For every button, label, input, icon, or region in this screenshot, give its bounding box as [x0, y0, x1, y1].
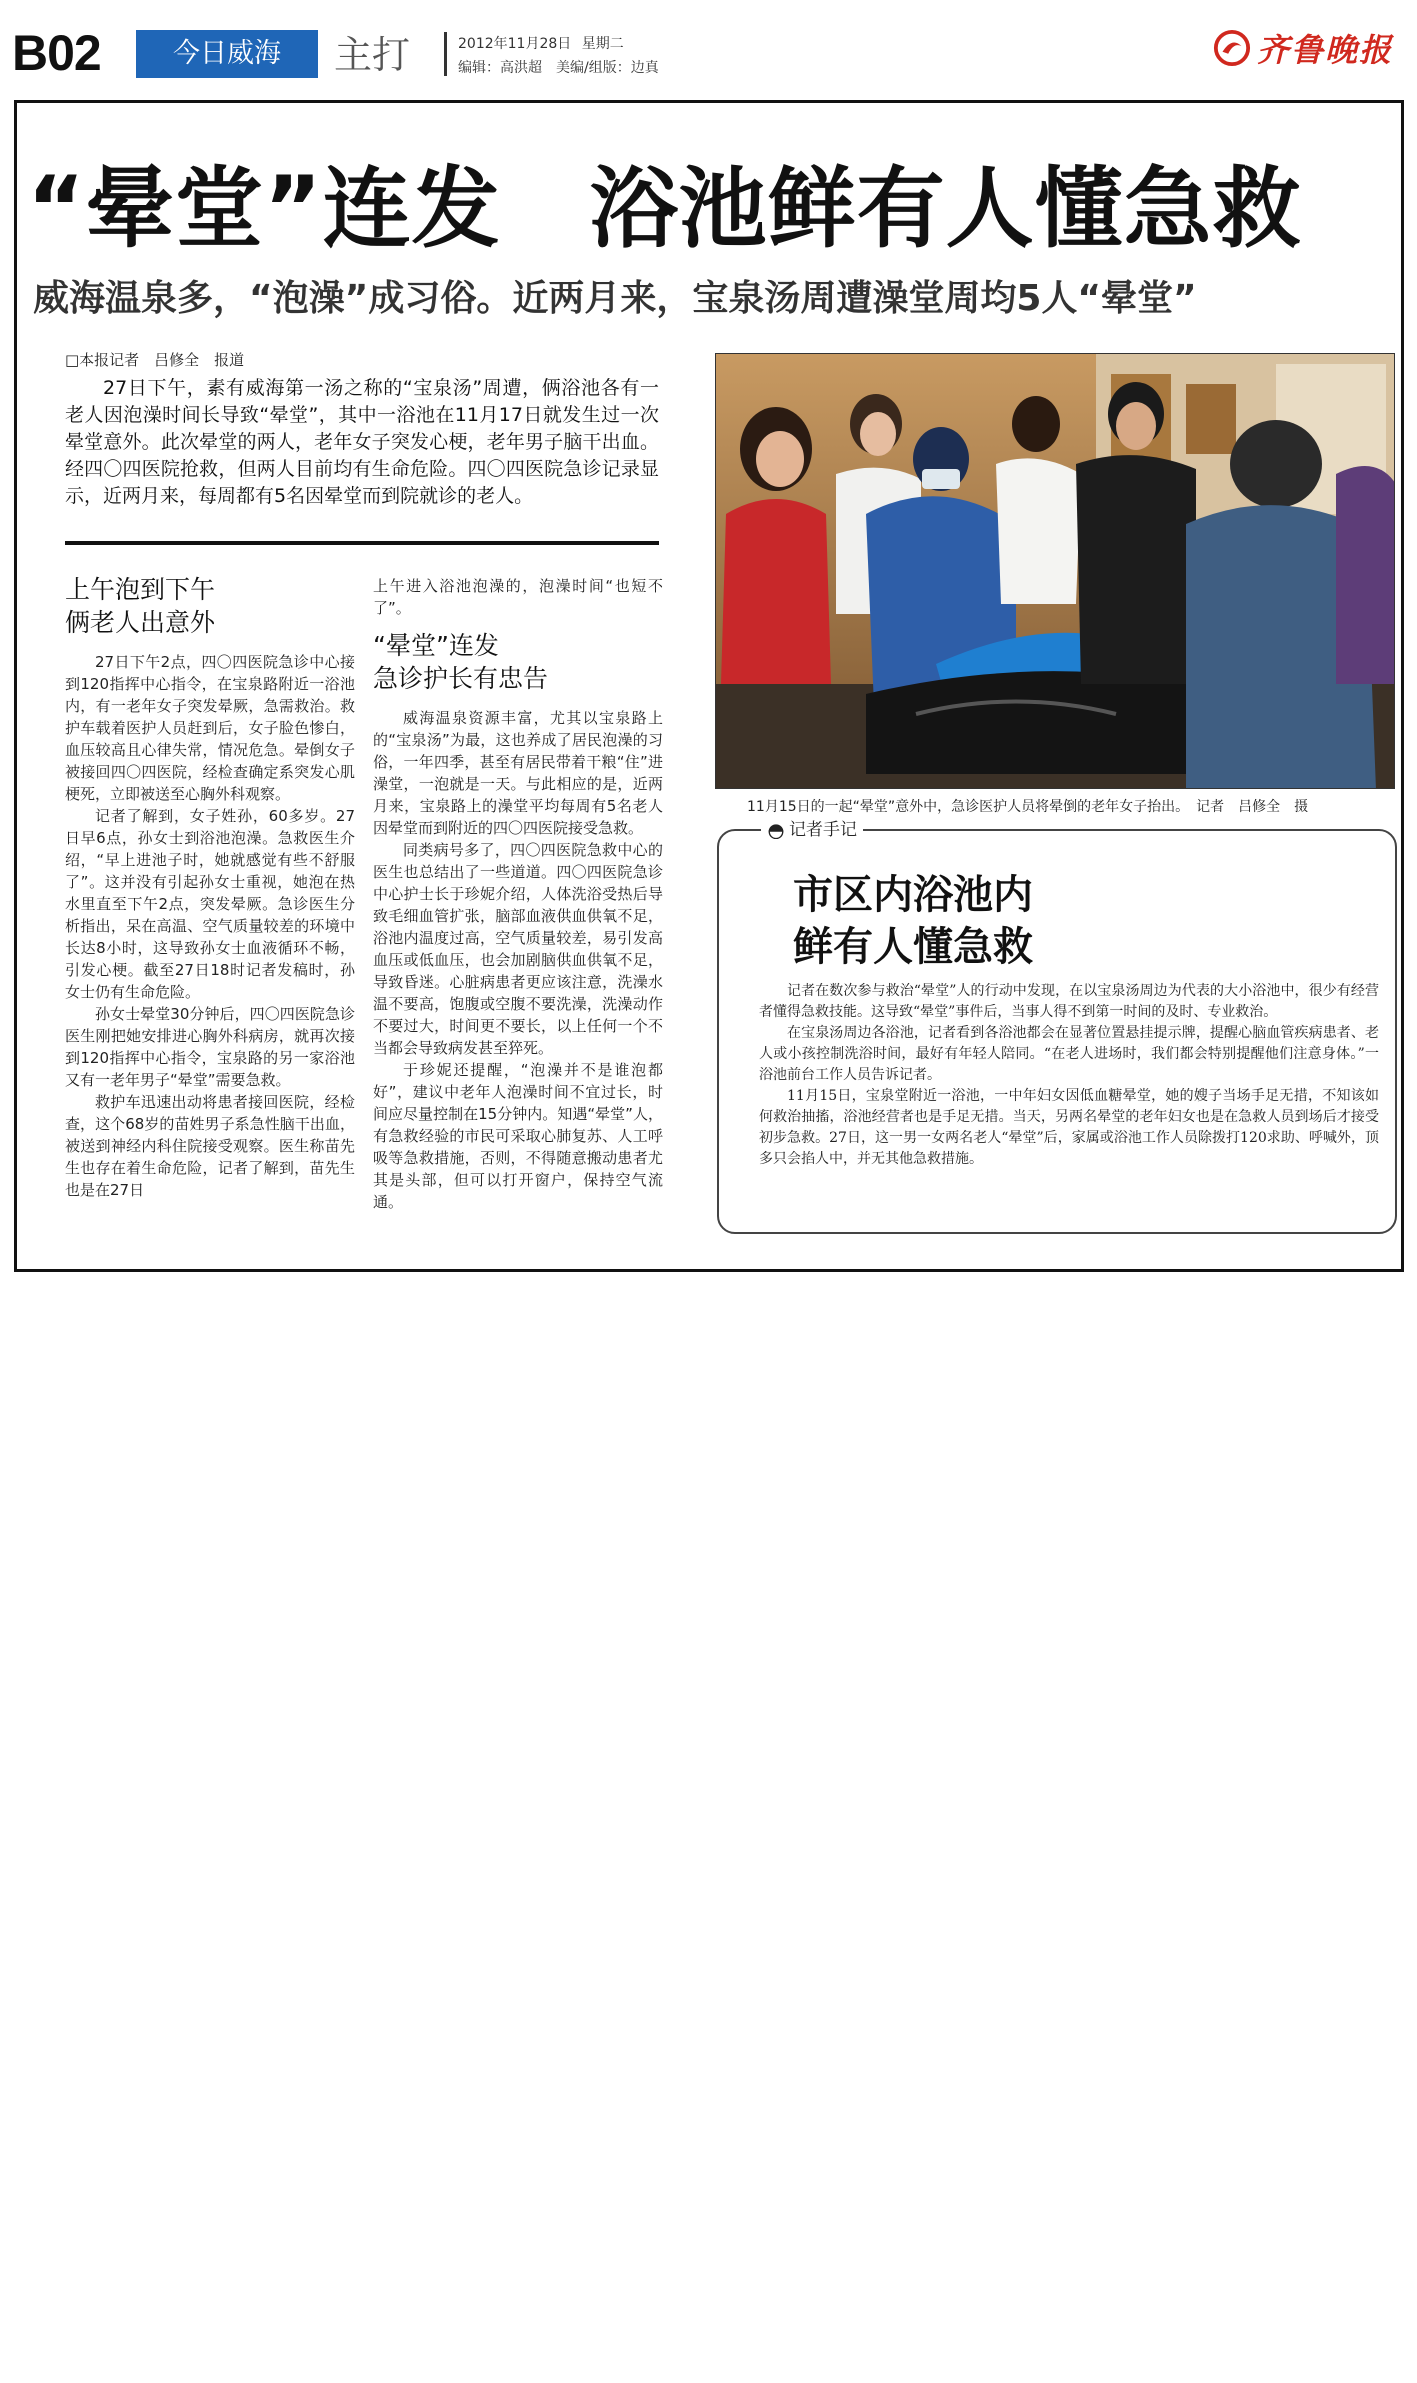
note-title-line1: 市区内浴池内 — [793, 872, 1033, 918]
section2-title-line2: 急诊护长有忠告 — [373, 664, 549, 693]
body-paragraph: 于珍妮还提醒，“泡澡并不是谁泡都好”，建议中老年人泡澡时间不宜过长，时间应尽量控制在15分钟内。知遇“晕堂”人，有急救经验的市民可采取心肺复苏、人工呼吸等急救措施，否则，不得随意搬动患者尤其是头部，但可以打开窗户，保持空气流通。 — [373, 1061, 663, 1211]
note-tag-label: 记者手记 — [789, 820, 857, 840]
reporter-notes-box — [717, 820, 1397, 1234]
body-paragraph: 孙女士晕堂30分钟后，四〇四医院急诊医生刚把她安排进心胸外科病房，就再次接到120指挥中心指令，宝泉路的另一家浴池又有一老年男子“晕堂”需要急救。 — [65, 1005, 355, 1089]
lede-paragraph: 27日下午，素有威海第一汤之称的“宝泉汤”周遭，俩浴池各有一老人因泡澡时间长导致“晕堂”，其中一浴池在11月17日就发生过一次晕堂意外。此次晕堂的两人，老年女子突发心梗，老年男子脑干出血。经四〇四医院抢救，但两人目前均有生命危险。四〇四医院急诊记录显示，近两月来，每周都有5名因晕堂而到院就诊的老人。 — [65, 377, 659, 507]
lede-rule — [65, 541, 659, 545]
masthead — [12, 22, 1405, 84]
newspaper-brand — [1213, 26, 1393, 70]
article-column-middle — [373, 575, 663, 1213]
body-paragraph: 威海温泉资源丰富，尤其以宝泉路上的“宝泉汤”为最，这也养成了居民泡澡的习俗，一年四季，甚至有居民带着干粮“住”进澡堂，一泡就是一天。与此相应的是，近两月来，宝泉路上的澡堂平均每周有5名老人因晕堂而到附近的四〇四医院接受急救。 — [373, 709, 663, 837]
body-paragraph: 同类病号多了，四〇四医院急救中心的医生也总结出了一些道道。四〇四医院急诊中心护士长于珍妮介绍，人体洗浴受热后导致毛细血管扩张，脑部血液供血供氧不足，浴池内温度过高，空气质量较差，易引发高血压或低血压，也会加剧脑供血供氧不足，导致昏迷。心脏病患者更应该注意，洗澡水温不要高，饱腹或空腹不要洗澡，洗澡动作不要过大，时间更不要长，以上任何一个不当都会导致病发甚至猝死。 — [373, 841, 663, 1057]
issue-date: 2012年11月28日 — [458, 36, 572, 52]
brand-name: 齐鲁晚报 — [1256, 31, 1393, 69]
section1-title-line2: 俩老人出意外 — [65, 608, 216, 637]
subheadline: 威海温泉多，“泡澡”成习俗。近两月来，宝泉汤周遭澡堂周均5人“晕堂” — [33, 278, 1197, 319]
note-title-line2: 鲜有人懂急救 — [793, 924, 1033, 970]
note-title — [793, 869, 1033, 973]
issue-weekday: 星期二 — [581, 36, 624, 52]
section-kind: 主打 — [334, 33, 411, 77]
note-paragraph: 11月15日，宝泉堂附近一浴池，一中年妇女因低血糖晕堂，她的嫂子当场手足无措，不知该如何救治抽搐，浴池经营者也是手足无措。当天，另两名晕堂的老年妇女也是在急救人员到场后才接受初步急救。27日，这一男一女两名老人“晕堂”后，家属或浴池工作人员除拨打120求助、呼喊外，顶多只会掐人中，并无其他急救措施。 — [759, 1088, 1379, 1167]
note-tag — [761, 817, 863, 843]
section1-title-line1: 上午泡到下午 — [65, 575, 216, 604]
byline: □本报记者 吕修全 报道 — [65, 351, 245, 369]
note-paragraph: 记者在数次参与救治“晕堂”人的行动中发现，在以宝泉汤周边为代表的大小浴池中，很少有经营者懂得急救技能。这导致“晕堂”事件后，当事人得不到第一时间的及时、专业救治。 — [759, 983, 1379, 1020]
photo-caption: 11月15日的一起“晕堂”意外中，急诊医护人员将晕倒的老年女子抬出。 记者 吕修全 摄 — [747, 799, 1309, 815]
notebook-icon — [767, 821, 785, 839]
masthead-divider — [444, 32, 447, 76]
page-number: B02 — [12, 25, 101, 81]
body-paragraph: 记者了解到，女子姓孙，60多岁。27日早6点，孙女士到浴池泡澡。急救医生介绍，“早上进池子时，她就感觉有些不舒服了”。这并没有引起孙女士重视，她泡在热水里直至下午2点，突发晕厥。急诊医生分析指出，呆在高温、空气质量较差的环境中长达8小时，这导致孙女士血液循环不畅，引发心梗。截至27日18时记者发稿时，孙女士仍有生命危险。 — [65, 807, 355, 1001]
section2-heading — [373, 629, 663, 695]
body-paragraph: 27日下午2点，四〇四医院急诊中心接到120指挥中心指令，在宝泉路附近一浴池内，有一老年女子突发晕厥，急需救治。救护车载着医护人员赶到后，女子脸色惨白，血压较高且心律失常，情况危急。晕倒女子被接回四〇四医院，经检查确定系突发心肌梗死，立即被送至心胸外科观察。 — [65, 653, 355, 803]
note-paragraph: 在宝泉汤周边各浴池，记者看到各浴池都会在显著位置悬挂提示牌，提醒心脑血管疾病患者、老人或小孩控制洗浴时间，最好有年轻人陪同。“在老人进场时，我们都会特别提醒他们注意身体。”一浴池前台工作人员告诉记者。 — [759, 1025, 1379, 1083]
editor-credits: 编辑：高洪超 美编/组版：边真 — [458, 60, 659, 76]
section1-heading — [65, 573, 355, 639]
headline: “晕堂”连发 浴池鲜有人懂急救 — [27, 157, 1302, 260]
article-frame — [14, 100, 1404, 1272]
dateline — [458, 34, 624, 54]
article-column-left — [65, 573, 355, 1201]
rescue-scene-photo — [715, 353, 1395, 789]
newspaper-logo-icon — [1213, 29, 1251, 67]
section2-title-line1: “晕堂”连发 — [373, 631, 499, 660]
photo-illustration — [716, 354, 1395, 789]
body-paragraph-continued: 上午进入浴池泡澡的，泡澡时间“也短不了”。 — [373, 577, 663, 617]
body-paragraph: 救护车迅速出动将患者接回医院，经检查，这个68岁的苗姓男子系急性脑干出血，被送到神经内科住院接受观察。医生称苗先生也存在着生命危险，记者了解到，苗先生也是在27日 — [65, 1093, 355, 1199]
note-body — [759, 981, 1379, 1170]
section-badge: 今日威海 — [136, 30, 318, 78]
